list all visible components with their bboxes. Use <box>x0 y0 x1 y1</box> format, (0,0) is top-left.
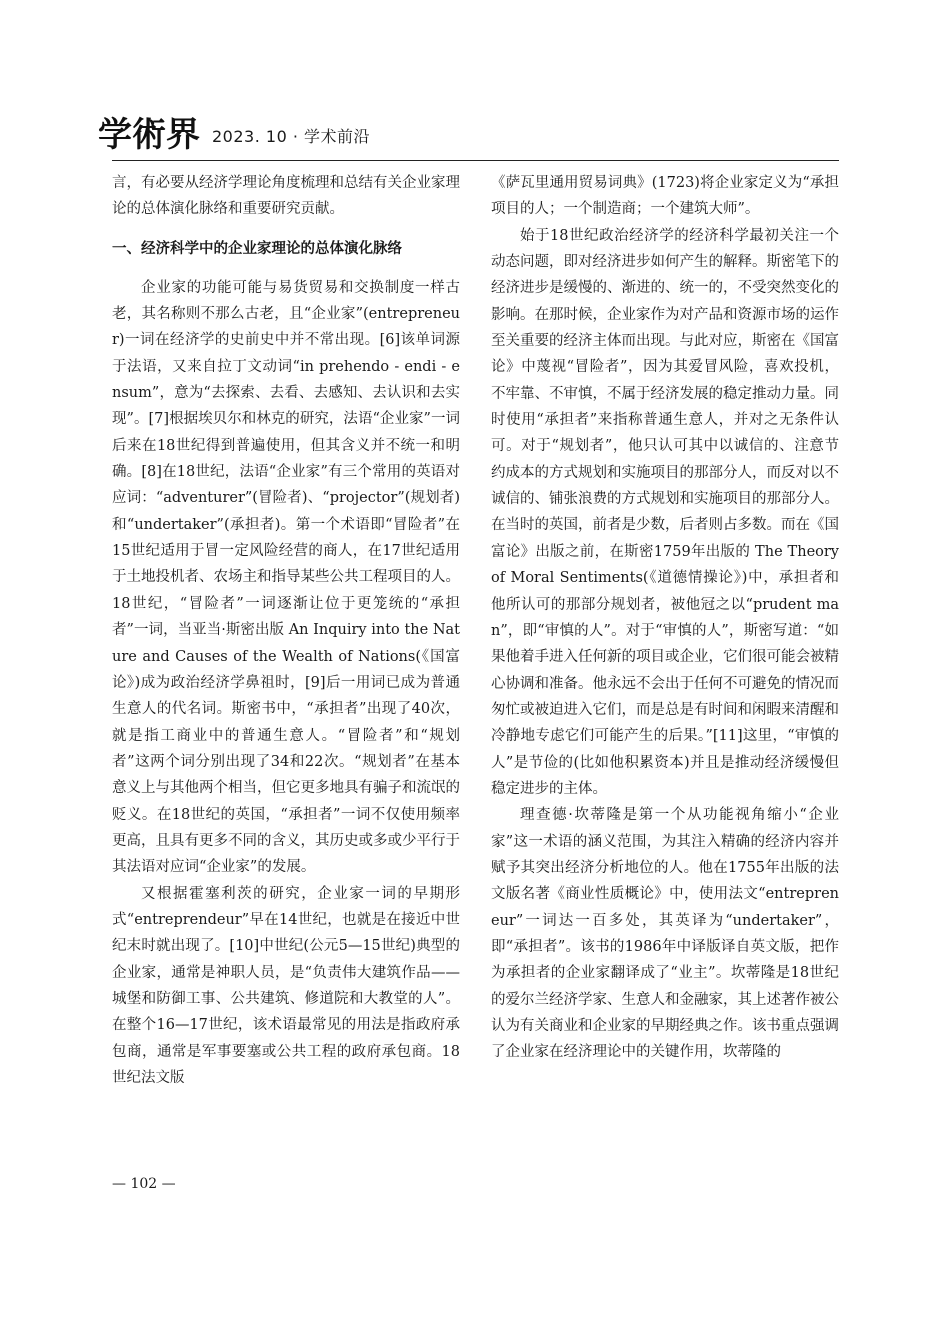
paragraph: 理查德·坎蒂隆是第一个从功能视角缩小“企业家”这一术语的涵义范围，为其注入精确的经济内容并赋予其突出经济分析地位的人。他在1755年出版的法文版名著《商业性质概论》中，使用法文“entrepreneur”一词达一百多处，其英译为“undertaker”，即“承担者”。该书的1986年中译版译自英文版，把作为承担者的企业家翻译成了“业主”。坎蒂隆是18世纪的爱尔兰经济学家、生意人和金融家，其上述著作被公认为有关商业和企业家的早期经典之作。该书重点强调了企业家在经济理论中的关键作用，坎蒂隆的 <box>491 807 839 1061</box>
paragraph: 又根据霍塞利茨的研究，企业家一词的早期形式“entreprendeur”早在14世纪，也就是在接近中世纪末时就出现了。[10]中世纪(公元5—15世纪)典型的企业家，通常是神职人员，是“负责伟大建筑作品——城堡和防御工事、公共建筑、修道院和大教堂的人”。在整个16—17世纪，该术语最常见的用法是指政府承包商，通常是军事要塞或公共工程的政府承包商。18世纪法文版 <box>112 885 460 1086</box>
paragraph: 企业家的功能可能与易货贸易和交换制度一样古老，其名称则不那么古老，且“企业家”(entrepreneur)一词在经济学的史前史中并不常出现。[6]该单词源于法语，又来自拉丁文动词“in prehendo - endi - ensum”，意为“去探索、去看、去感知、去认识和去实现”。[7]根据埃贝尔和林克的研究，法语“企业家”一词后来在18世纪得到普遍使用，但其含义并不统一和明确。[8]在18世纪，法语“企业家”有三个常用的英语对应词：“adventurer”(冒险者)、“projector”(规划者)和“undertaker”(承担者)。第一个术语即“冒险者”在15世纪适用于冒一定风险经营的商人，在17世纪适用于土地投机者、农场主和指导某些公共工程项目的人。18世纪，“冒险者”一词逐渐让位于更笼统的“承担者”一词，当亚当·斯密出版 An Inquiry into the Nature and Causes of the Wealth of Nations(《国富论》)成为政治经济学鼻祖时，[9]后一用词已成为普通生意人的代名词。斯密书中，“承担者”出现了40次，就是指工商业中的普通生意人。“冒险者”和“规划者”这两个词分别出现了34和22次。“规划者”在基本意义上与其他两个相当，但它更多地具有骗子和流氓的贬义。在18世纪的英国，“承担者”一词不仅使用频率更高，且具有更多不同的含义，其历史或多或少平行于其法语对应词“企业家”的发展。 <box>112 279 460 876</box>
right-column <box>491 170 839 1066</box>
paragraph: 《萨瓦里通用贸易词典》(1723)将企业家定义为“承担项目的人；一个制造商；一个建筑大师”。 <box>491 175 839 218</box>
paragraph: 言，有必要从经济学理论角度梳理和总结有关企业家理论的总体演化脉络和重要研究贡献。 <box>112 175 460 218</box>
journal-logo <box>98 110 202 156</box>
page-number: — 102 — <box>112 1176 176 1192</box>
issue-header: 2023. 10 · 学术前沿 <box>212 127 371 146</box>
journal-logo-text: 学術界 <box>98 115 200 155</box>
paragraph: 始于18世纪政治经济学的经济科学最初关注一个动态问题，即对经济进步如何产生的解释。斯密笔下的经济进步是缓慢的、渐进的、统一的，不受突然变化的影响。在那时候，企业家作为对产品和资源市场的运作至关重要的经济主体而出现。与此对应，斯密在《国富论》中蔑视“冒险者”，因为其爱冒风险，喜欢投机，不牢靠、不审慎，不属于经济发展的稳定推动力量。同时使用“承担者”来指称普通生意人，并对之无条件认可。对于“规划者”，他只认可其中以诚信的、注意节约成本的方式规划和实施项目的那部分人，而反对以不诚信的、铺张浪费的方式规划和实施项目的那部分人。在当时的英国，前者是少数，后者则占多数。而在《国富论》出版之前，在斯密1759年出版的 The Theory of Moral Sentiments(《道德情操论》)中，承担者和他所认可的那部分规划者，被他冠之以“prudent man”，即“审慎的人”。对于“审慎的人”，斯密写道：“如果他着手进入任何新的项目或企业，它们很可能会被精心协调和准备。他永远不会出于任何不可避免的情况而匆忙或被迫进入它们，而是总是有时间和闲暇来清醒和冷静地专虑它们可能产生的后果。”[11]这里，“审慎的人”是节俭的(比如他积累资本)并且是推动经济缓慢但稳定进步的主体。 <box>491 227 839 797</box>
header-rule <box>112 160 839 161</box>
section-heading: 一、经济科学中的企业家理论的总体演化脉络 <box>112 240 402 257</box>
left-column <box>112 170 460 1091</box>
